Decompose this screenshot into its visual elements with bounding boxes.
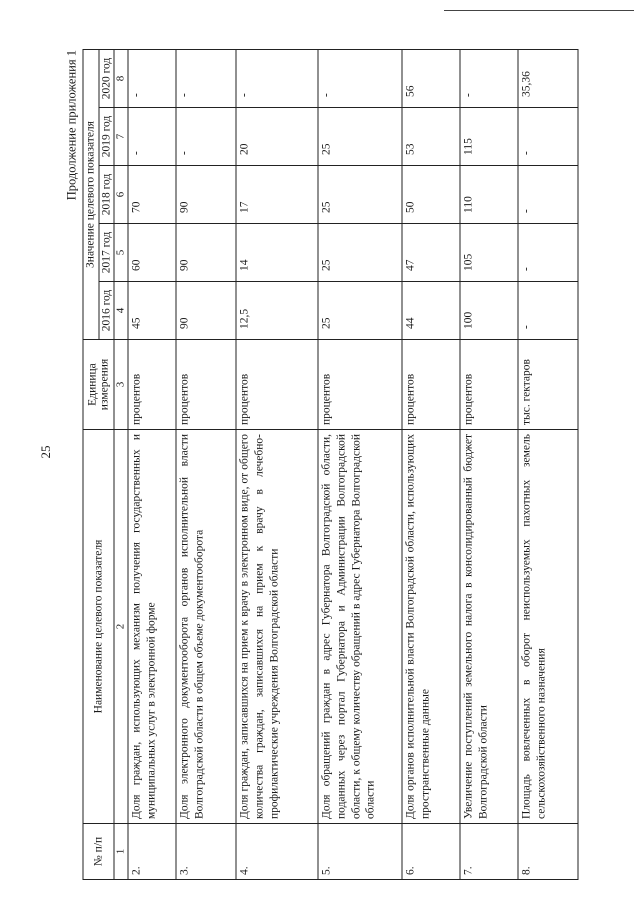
value-cell: - [128,108,176,166]
value-cell: 35,36 [518,50,578,108]
unit-cell: процентов [460,340,518,430]
row-num: 8. [518,824,578,880]
unit-cell: тыс. гектаров [518,340,578,430]
header-rule [444,10,634,11]
value-cell: - [176,50,236,108]
value-cell: 115 [460,108,518,166]
header-year: 2016 год [99,282,115,340]
value-cell: 70 [128,166,176,224]
value-cell: 25 [318,224,402,282]
header-num: № п/п [83,824,114,880]
header-name: Наименование целевого показателя [83,430,114,824]
row-num: 4. [236,824,318,880]
value-cell: 53 [402,108,460,166]
column-index: 6 [114,166,128,224]
value-cell: 90 [176,166,236,224]
value-cell: 25 [318,282,402,340]
value-cell: - [236,50,318,108]
value-cell: 14 [236,224,318,282]
indicator-name: Доля органов исполнительной власти Волгоградской области, использующих пространственные данные [402,430,460,824]
indicator-name: Площадь вовлеченных в оборот неиспользуемых пахотных земель сельскохозяйственного назначения [518,430,578,824]
table-row [518,50,578,880]
value-cell: 110 [460,166,518,224]
row-num: 3. [176,824,236,880]
value-cell: - [176,108,236,166]
header-unit: Единица измерения [83,340,114,430]
column-index: 8 [114,50,128,108]
target-indicators-table [83,49,579,880]
value-cell: - [518,224,578,282]
value-cell: - [518,166,578,224]
column-index: 4 [114,282,128,340]
column-index: 1 [114,824,128,880]
value-cell: 90 [176,282,236,340]
unit-cell: процентов [128,340,176,430]
indicator-name: Доля граждан, записавшихся на прием к врачу в электронном виде, от общего количества граждан, записавшихся на прием к врачу в лечебно-профилактические учреждения Волгоградской области [236,430,318,824]
value-cell: 100 [460,282,518,340]
value-cell: - [318,50,402,108]
value-cell: - [128,50,176,108]
indicator-name: Доля граждан, использующих механизм получения государственных и муниципальных услуг в электронной форме [128,430,176,824]
row-num: 5. [318,824,402,880]
table-row [236,50,318,880]
rotated-table-block [63,50,578,880]
header-year: 2019 год [99,108,115,166]
value-cell: 56 [402,50,460,108]
header-year: 2017 год [99,224,115,282]
value-cell: 45 [128,282,176,340]
value-cell: 50 [402,166,460,224]
value-cell: - [518,282,578,340]
value-cell: 90 [176,224,236,282]
header-year: 2020 год [99,50,115,108]
value-cell: 20 [236,108,318,166]
value-cell: 60 [128,224,176,282]
value-cell: 25 [318,108,402,166]
row-num: 6. [402,824,460,880]
column-index: 2 [114,430,128,824]
column-index: 7 [114,108,128,166]
table-row [402,50,460,880]
row-num: 7. [460,824,518,880]
column-index: 5 [114,224,128,282]
unit-cell: процентов [402,340,460,430]
value-cell: 12,5 [236,282,318,340]
continuation-title: Продолжение приложения 1 [64,50,79,201]
indicator-name: Доля обращений граждан в адрес Губернатора Волгоградской области, поданных через портал Губернатора и Администрации Волгоградской области, к общему количеству обращений в адрес Губернатора Волгоградской области [318,430,402,824]
indicator-name: Увеличение поступлений земельного налога в консолидированный бюджет Волгоградской области [460,430,518,824]
header-value-group: Значение целевого показателя [83,50,99,340]
indicator-name: Доля электронного документооборота органов исполнительной власти Волгоградской области в общем объеме документооборота [176,430,236,824]
header-year: 2018 год [99,166,115,224]
value-cell: 25 [318,166,402,224]
unit-cell: процентов [236,340,318,430]
table-row [176,50,236,880]
value-cell: - [518,108,578,166]
value-cell: - [460,50,518,108]
unit-cell: процентов [176,340,236,430]
table-row [460,50,518,880]
unit-cell: процентов [318,340,402,430]
table-row [128,50,176,880]
column-index: 3 [114,340,128,430]
table-row [318,50,402,880]
value-cell: 105 [460,224,518,282]
row-num: 2. [128,824,176,880]
value-cell: 47 [402,224,460,282]
page-number: 25 [38,445,53,459]
value-cell: 44 [402,282,460,340]
value-cell: 17 [236,166,318,224]
